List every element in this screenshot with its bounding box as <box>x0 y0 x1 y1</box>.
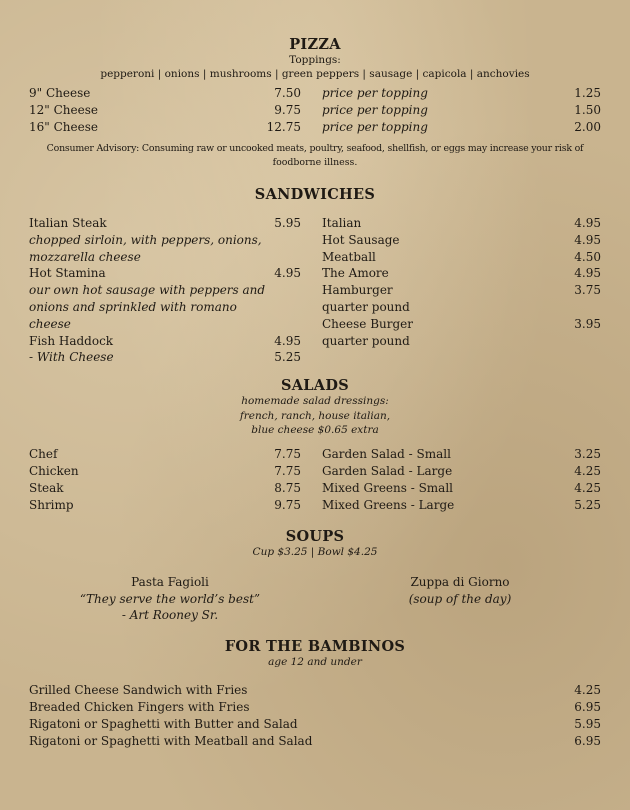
sandwich-name: Italian <box>322 216 362 230</box>
soup-name: Zuppa di Giorno <box>410 575 510 589</box>
sandwich-name: Meatball <box>322 250 376 264</box>
pizza-size-price: 9.75 <box>274 103 301 117</box>
sandwich-desc: chopped sirloin, with peppers, onions, <box>29 233 262 247</box>
sandwich-name: The Amore <box>322 266 389 280</box>
salad-dressing-note: blue cheese $0.65 extra <box>251 424 379 436</box>
topping-note: price per topping <box>322 103 428 117</box>
bambino-item-name: Breaded Chicken Fingers with Fries <box>29 700 250 714</box>
sandwich-price: 4.95 <box>574 233 601 247</box>
salad-price: 4.25 <box>574 481 601 495</box>
bambinos-heading: FOR THE BAMBINOS <box>224 638 406 655</box>
soup-quote: “They serve the world’s best” <box>79 592 261 606</box>
salad-name: Mixed Greens - Large <box>322 498 455 512</box>
soup-name: Pasta Fagioli <box>131 575 209 589</box>
sandwich-price: 4.95 <box>274 266 301 280</box>
sandwich-name: Hot Stamina <box>29 266 106 280</box>
soup-prices: Cup $3.25 | Bowl $4.25 <box>252 546 378 558</box>
soup-quote-attribution: - Art Rooney Sr. <box>121 608 219 622</box>
sandwich-price: 4.50 <box>574 250 601 264</box>
sandwich-option-price: 5.25 <box>274 350 301 364</box>
sandwich-name: Italian Steak <box>29 216 107 230</box>
sandwich-name: Fish Haddock <box>29 334 114 348</box>
salad-price: 7.75 <box>274 447 301 461</box>
salad-price: 9.75 <box>274 498 301 512</box>
topping-price: 1.25 <box>574 86 601 100</box>
salad-name: Mixed Greens - Small <box>322 481 454 495</box>
sandwich-name: Cheese Burger <box>322 317 413 331</box>
bambino-item-price: 6.95 <box>574 700 601 714</box>
soups-heading: SOUPS <box>285 528 345 545</box>
bambino-item-name: Grilled Cheese Sandwich with Fries <box>29 683 248 697</box>
salad-name: Steak <box>29 481 64 495</box>
sandwich-price: 3.95 <box>574 317 601 331</box>
sandwich-name: Hot Sausage <box>322 233 400 247</box>
sandwich-desc: quarter pound <box>322 334 410 348</box>
soup-desc: (soup of the day) <box>408 592 512 606</box>
consumer-advisory-cont: foodborne illness. <box>272 157 358 168</box>
topping-note: price per topping <box>322 120 428 134</box>
sandwich-option: - With Cheese <box>29 350 114 364</box>
salad-name: Chicken <box>29 464 79 478</box>
sandwich-price: 3.75 <box>574 283 601 297</box>
sandwich-price: 4.95 <box>574 266 601 280</box>
topping-price: 2.00 <box>574 120 601 134</box>
bambino-item-price: 5.95 <box>574 717 601 731</box>
salad-price: 4.25 <box>574 464 601 478</box>
salad-price: 3.25 <box>574 447 601 461</box>
salad-price: 8.75 <box>274 481 301 495</box>
sandwich-desc: mozzarella cheese <box>29 250 141 264</box>
sandwich-price: 4.95 <box>274 334 301 348</box>
pizza-heading: PIZZA <box>289 36 341 53</box>
toppings-label: Toppings: <box>289 54 341 66</box>
sandwich-desc: cheese <box>29 317 71 331</box>
salad-name: Garden Salad - Small <box>322 447 451 461</box>
bambino-item-price: 4.25 <box>574 683 601 697</box>
pizza-size-name: 12" Cheese <box>29 103 98 117</box>
sandwich-desc: onions and sprinkled with romano <box>29 300 237 314</box>
bambinos-age-note: age 12 and under <box>268 656 362 668</box>
salad-dressing-note: french, ranch, house italian, <box>239 410 391 422</box>
pizza-size-price: 12.75 <box>266 120 301 134</box>
pizza-size-name: 16" Cheese <box>29 120 98 134</box>
pizza-size-price: 7.50 <box>274 86 301 100</box>
pizza-size-name: 9" Cheese <box>29 86 91 100</box>
salad-name: Chef <box>29 447 58 461</box>
sandwich-desc: quarter pound <box>322 300 410 314</box>
salad-price: 5.25 <box>574 498 601 512</box>
bambino-item-name: Rigatoni or Spaghetti with Meatball and Salad <box>29 734 313 748</box>
sandwich-price: 5.95 <box>274 216 301 230</box>
topping-note: price per topping <box>322 86 428 100</box>
sandwich-price: 4.95 <box>574 216 601 230</box>
bambino-item-price: 6.95 <box>574 734 601 748</box>
toppings-list: pepperoni | onions | mushrooms | green peppers | sausage | capicola | anchovies <box>100 68 530 80</box>
salad-price: 7.75 <box>274 464 301 478</box>
salad-name: Garden Salad - Large <box>322 464 453 478</box>
sandwiches-heading: SANDWICHES <box>254 186 376 203</box>
bambino-item-name: Rigatoni or Spaghetti with Butter and Salad <box>29 717 298 731</box>
salad-dressing-note: homemade salad dressings: <box>241 395 389 407</box>
topping-price: 1.50 <box>574 103 601 117</box>
salad-name: Shrimp <box>29 498 74 512</box>
sandwich-desc: our own hot sausage with peppers and <box>29 283 266 297</box>
salads-heading: SALADS <box>280 377 349 394</box>
sandwich-name: Hamburger <box>322 283 393 297</box>
consumer-advisory: Consumer Advisory: Consuming raw or uncooked meats, poultry, seafood, shellfish, or eggs may increase your risk of <box>46 143 584 154</box>
